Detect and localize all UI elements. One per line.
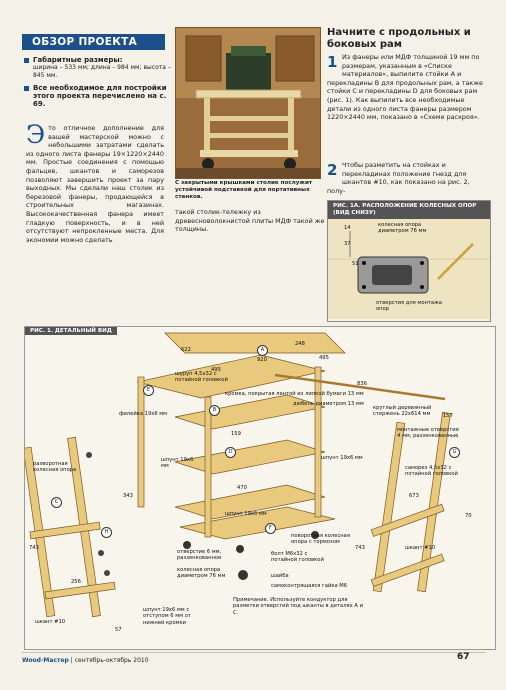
footer-rule (22, 652, 486, 653)
label-shim-1: шпунт 19х6 мм (161, 457, 194, 470)
part-marker-d: D (225, 447, 236, 458)
part-marker-h: H (101, 527, 112, 538)
dim-top-248: 248 (295, 341, 305, 347)
label-dowel-10-right: шкант #10 (405, 545, 436, 551)
step-1 (327, 53, 487, 122)
part-marker-a: A (257, 345, 268, 356)
dim-743-left: 743 (29, 545, 39, 551)
project-photo (175, 27, 321, 179)
label-washer: шайба (271, 573, 289, 579)
dim-470: 470 (237, 485, 247, 491)
issue-date: сентябрь-октябрь 2010 (74, 657, 149, 664)
drop-cap: Э (26, 120, 46, 149)
overview-bullets (24, 56, 172, 112)
dim-top-495: 495 (211, 367, 221, 373)
figure-1a-holes-label: отверстия для монтажа опор (376, 300, 442, 313)
step-2-text: Чтобы разметить на стойках и перекладинах положение гнезд для шкантов #10, как показано на рис. 2, полу- (327, 161, 470, 195)
photo-illustration (176, 28, 320, 178)
footer: Wood-Мастер | сентябрь-октябрь 2010 (22, 657, 149, 664)
label-rod: круглый деревянный стержень 22х614 мм (373, 405, 432, 418)
dim-top-622: 622 (181, 347, 191, 353)
label-caster-brake: поворотная колесная опора с тормозом (291, 533, 350, 546)
dim-top-920: 920 (257, 357, 267, 363)
label-hole-6mm: отверстие 6 мм, раззенкованное (177, 549, 222, 562)
part-marker-c: C (51, 497, 62, 508)
label-holes: монтажные отверстия 4 мм, раззенкованные (397, 427, 459, 440)
part-marker-f: F (265, 523, 276, 534)
figure-1a-dim-1: 14 (344, 225, 351, 231)
intro-text: то отличное дополнение для вашей мастерской можно с небольшими затратами сделать из одного листа фанеры 19×1220×2440 мм. Простые соединения с помощью фальцев, шкантов и саморезов позволяют завершить проект за пару выходных. Мы сделали наш столик из березовой фанеры, продающейся в строительных магазинах. Высококачественная фанера имеет гладкую поверхность, и в ней отсутствуют непрокленные места. Для экономии можно сделать (26, 124, 164, 244)
label-screw-1: шуруп 4,5х32 с потайной головкой (175, 371, 228, 384)
figure-1a-dim-2: 37 (344, 241, 351, 247)
label-bolt: болт М6х32 с потайной головкой (271, 551, 324, 564)
dim-157: 157 (443, 413, 453, 419)
intro-paragraph (26, 120, 164, 244)
part-marker-b: B (209, 405, 220, 416)
dim-159: 159 (231, 431, 241, 437)
dim-495-right: 495 (319, 355, 329, 361)
label-fillet: филейка 19х6 мм (119, 411, 168, 417)
dim-57: 57 (115, 627, 122, 633)
label-nut: самоконтрящаяся гайка М6 (271, 583, 348, 589)
materials-text: Все необходимое для постройки этого проекта перечислено на с. 69. (33, 84, 167, 108)
figure-1-title: РИС. 1. ДЕТАЛЬНЫЙ ВИД (25, 327, 117, 335)
dim-70: 70 (465, 513, 472, 519)
photo-caption: С закрытыми крышками столик послужит устойчивой подставкой для портативных станков. (175, 180, 313, 200)
label-shim-2: шпунт 19х6 мм (321, 455, 363, 461)
dim-256: 256 (71, 579, 81, 585)
dim-836: 836 (357, 381, 367, 387)
step-2-number: 2 (327, 161, 338, 179)
materials-bullet (24, 84, 172, 108)
label-shim-3: шпунт 19х6 мм (225, 511, 267, 517)
step-1-text: Из фанеры или МДФ толщиной 19 мм по размерам, указанным в «Списке материалов», выпилите стойки A и перекладины B для продольных рам, а также стойки C и перекладины D для боковых рам (рис. 1). Как выпилить все необходимые детали из одного листа фанеры размером 1220×2440 мм, показано в «Схеме раскроя». (327, 53, 483, 122)
section-heading: Начните с продольных и боковых рам (327, 27, 471, 50)
dimensions-bullet (24, 56, 172, 80)
label-shim-4: шпунт 19х6 мм с отступом 6 мм от нижней кромки (143, 607, 191, 626)
figure-1a-dim-3: 51 (352, 261, 359, 267)
dimensions-title: Габаритные размеры: (33, 56, 123, 64)
figure-1a-caster-label: колесная опора диаметром 76 мм (378, 222, 427, 235)
label-screw-2: саморез 4,5х32 с потайной головкой (405, 465, 458, 478)
figure-1 (24, 326, 496, 650)
label-wheel: колесная опора диаметром 76 мм (177, 567, 226, 580)
dim-673: 673 (409, 493, 419, 499)
step-1-number: 1 (327, 53, 338, 71)
dim-743-right: 743 (355, 545, 365, 551)
middle-paragraph: такой столик-тележку из древесноволокнистой плиты МДФ такой же толщины. (175, 208, 325, 234)
figure-1a-title: РИС. 1А. РАСПОЛОЖЕНИЕ КОЛЕСНЫХ ОПОР (ВИД СНИЗУ) (328, 201, 490, 219)
dimensions-text: ширина – 533 мм; длина – 984 мм; высота – 845 мм. (33, 64, 171, 79)
magazine-name: Wood-Мастер (22, 657, 69, 664)
label-dowel-10-left: шкант #10 (35, 619, 66, 625)
label-swivel-caster: разворотная колесная опора (33, 461, 77, 474)
label-edge-tape: кромка, покрытая лентой из липкой бумаги 13 мм (225, 391, 364, 397)
part-marker-g: G (449, 447, 460, 458)
part-marker-e: E (143, 385, 154, 396)
label-dowel: дюбель диаметром 13 мм (293, 401, 364, 407)
step-2 (327, 161, 487, 195)
section-header: ОБЗОР ПРОЕКТА (22, 34, 165, 50)
figure-1a (327, 200, 491, 322)
dim-343: 343 (123, 493, 133, 499)
label-note: Примечание. Используйте кондуктор для разметки отверстий под шканты в деталях A и C. (233, 597, 363, 616)
page-number: 67 (457, 652, 470, 662)
